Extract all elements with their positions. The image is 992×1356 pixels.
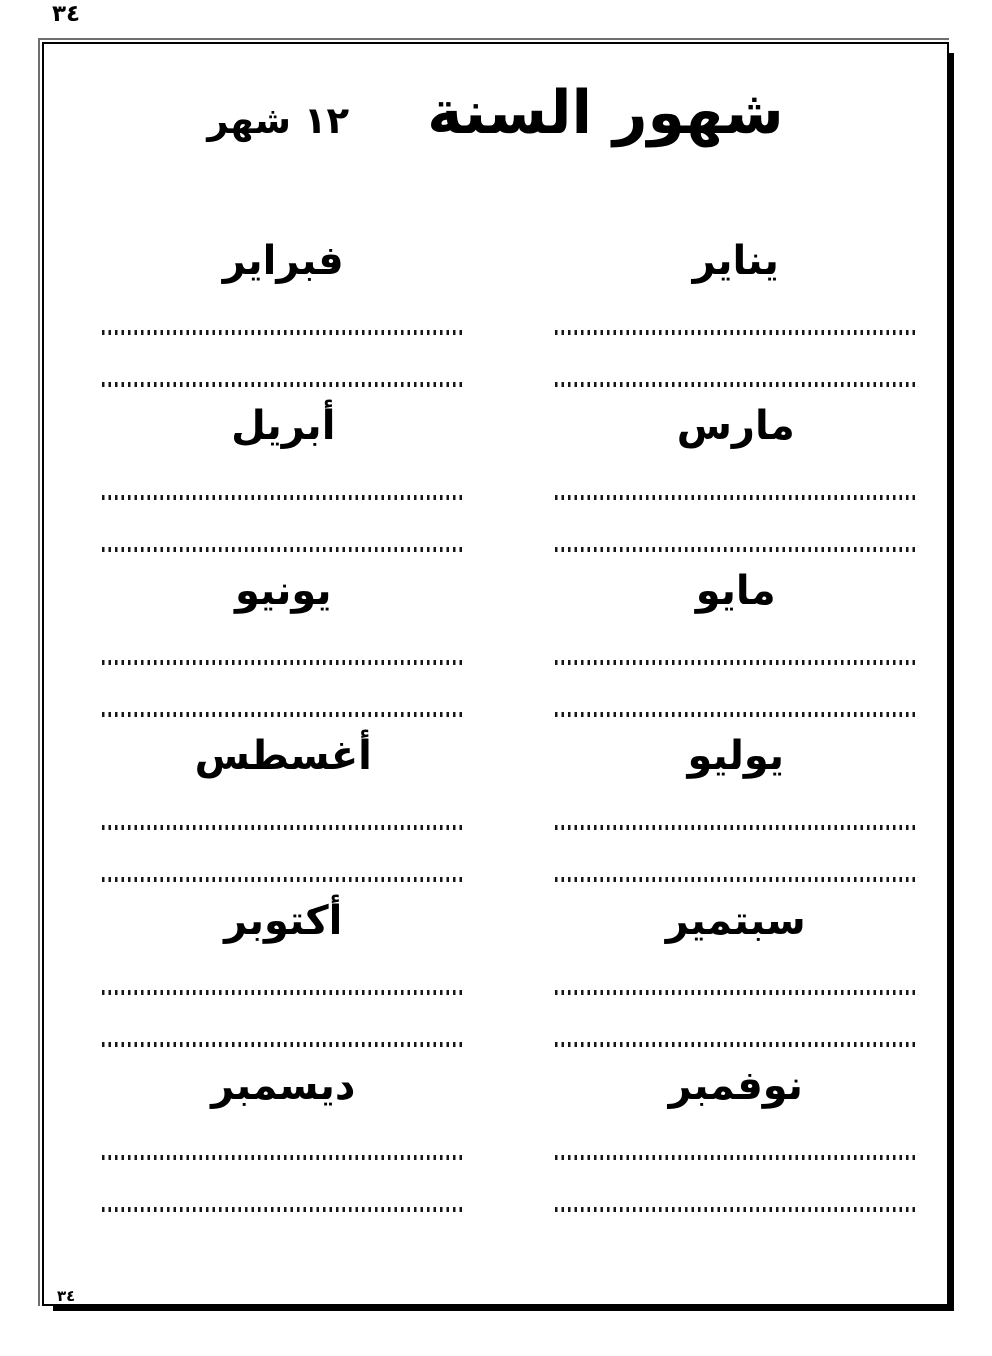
- writing-line: [555, 877, 918, 882]
- month-cell-january: [555, 228, 918, 393]
- month-label: يوليو: [687, 733, 785, 779]
- writing-line: [102, 990, 465, 995]
- writing-line: [102, 1207, 465, 1212]
- writing-line: [555, 1207, 918, 1212]
- month-label: يونيو: [234, 568, 332, 614]
- month-label: مايو: [695, 568, 776, 614]
- writing-line: [102, 382, 465, 387]
- page-number-top: ٣٤: [52, 1, 81, 27]
- month-cell-june: [102, 558, 465, 723]
- month-label: يناير: [692, 238, 779, 284]
- writing-line: [102, 825, 465, 830]
- month-cell-july: [555, 723, 918, 888]
- header: [44, 78, 947, 182]
- writing-line: [555, 1155, 918, 1160]
- writing-line: [555, 495, 918, 500]
- writing-line: [102, 712, 465, 717]
- writing-line: [555, 990, 918, 995]
- writing-line: [102, 1155, 465, 1160]
- month-label: نوفمبر: [668, 1063, 803, 1109]
- writing-line: [102, 495, 465, 500]
- writing-line: [102, 660, 465, 665]
- month-label: أغسطس: [194, 733, 372, 779]
- month-cell-august: [102, 723, 465, 888]
- writing-line: [555, 330, 918, 335]
- writing-line: [555, 825, 918, 830]
- writing-line: [102, 330, 465, 335]
- month-label: أبريل: [231, 403, 336, 449]
- writing-line: [555, 382, 918, 387]
- month-label: فبراير: [222, 238, 344, 284]
- month-cell-september: [555, 888, 918, 1053]
- months-grid: [44, 228, 947, 1218]
- writing-line: [102, 547, 465, 552]
- writing-line: [555, 1042, 918, 1047]
- writing-line: [555, 660, 918, 665]
- writing-line: [102, 877, 465, 882]
- month-cell-february: [102, 228, 465, 393]
- month-cell-november: [555, 1053, 918, 1218]
- month-cell-may: [555, 558, 918, 723]
- month-label: ديسمبر: [211, 1063, 356, 1109]
- page-border-frame: [42, 42, 949, 1306]
- month-cell-december: [102, 1053, 465, 1218]
- month-cell-april: [102, 393, 465, 558]
- page-subtitle: ١٢ شهر: [207, 99, 350, 142]
- month-label: أكتوبر: [224, 898, 343, 944]
- month-cell-march: [555, 393, 918, 558]
- page-number-bottom: ٣٤: [57, 1287, 76, 1305]
- month-cell-october: [102, 888, 465, 1053]
- writing-line: [555, 712, 918, 717]
- month-label: مارس: [676, 403, 795, 449]
- month-label: سبتمير: [665, 898, 806, 944]
- writing-line: [102, 1042, 465, 1047]
- writing-line: [555, 547, 918, 552]
- page-title: شهور السنة: [427, 78, 784, 148]
